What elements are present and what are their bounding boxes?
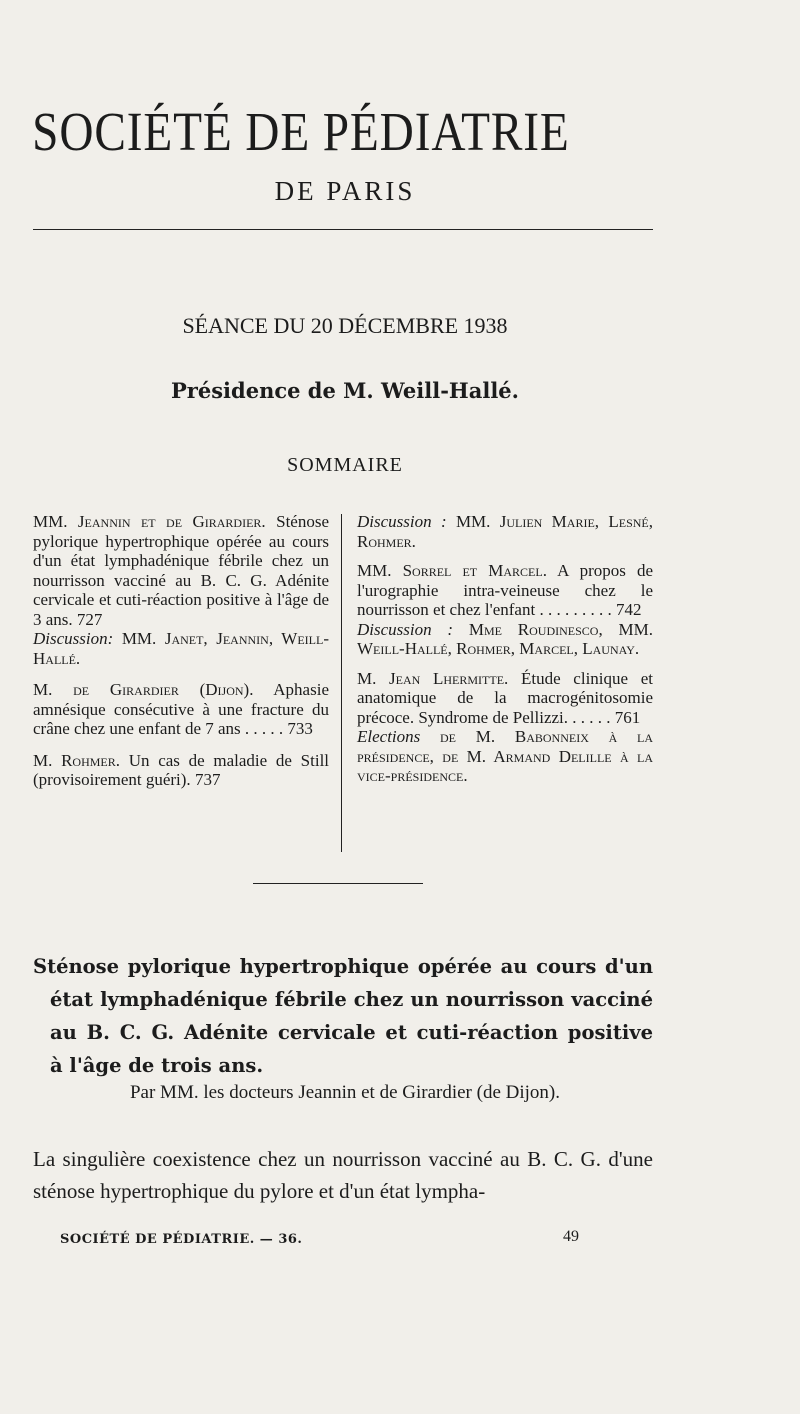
- entry-page: 727: [76, 609, 103, 629]
- discussion-names: Mme Roudinesco, MM. Weill-Hallé, Rohmer, Marcel, Launay.: [357, 619, 653, 658]
- sommaire-entry: [33, 751, 329, 790]
- sommaire-entry: M. de Girardier (Dijon). Aphasie amnésique consécutive à une fracture du crâne chez une enfant de 7 ans . . . . . 733: [33, 680, 329, 738]
- entry-authors: M. Jean Lhermitte.: [357, 668, 509, 688]
- sommaire-entry: [357, 512, 653, 551]
- discussion-names: MM. Janet, Jeannin, Weill-Hallé.: [33, 629, 329, 668]
- article-title-line: à l'âge de trois ans.: [50, 1054, 264, 1077]
- article-title-line: état lymphadénique fébrile chez un nourrisson vacciné: [50, 988, 653, 1011]
- elections-label: Elections: [357, 727, 421, 746]
- entry-text: A propos de l'urographie intra-veineuse chez le nourrisson et chez l'enfant: [357, 561, 653, 619]
- entry-text: Étude clinique et anatomique de la macrogénitosomie précoce. Syndrome de Pellizzi.: [357, 668, 654, 727]
- header-rule: [33, 229, 653, 230]
- discussion-label: Discussion :: [357, 619, 454, 639]
- article-byline: Par MM. les docteurs Jeannin et de Girardier (de Dijon).: [129, 1082, 560, 1103]
- sommaire-entry: [33, 512, 329, 668]
- entry-authors: M. de Girardier (Dijon).: [33, 680, 254, 699]
- elections-text: de M. Babonneix à la présidence, de M. Armand Delille à la vice-présidence.: [357, 727, 654, 785]
- sommaire-heading: SOMMAIRE: [287, 454, 403, 476]
- article-title-line: au B. C. G. Adénite cervicale et cuti-réaction positive: [50, 1021, 653, 1044]
- discussion-label: Discussion:: [33, 629, 114, 648]
- entry-text: Un cas de maladie de Still (provisoirement guéri).: [33, 750, 330, 789]
- sommaire-left-column: [33, 512, 329, 802]
- journal-subtitle: DE PARIS: [274, 176, 416, 206]
- entry-text: Sténose pylorique hypertrophique opérée au cours d'un état lymphadénique fébrile chez un nourrisson vacciné au B. C. G. Adénite cervicale et cuti-réaction positive à l'âge de 3 ans.: [33, 512, 330, 629]
- article-body: La singulière coexistence chez un nourrisson vacciné au B. C. G. d'une sténose hypertrophique du pylore et d'un état lympha-: [33, 1147, 653, 1203]
- article-title: [33, 950, 653, 1082]
- discussion-label: Discussion :: [357, 512, 447, 531]
- session-date: SÉANCE DU 20 DÉCEMBRE 1938: [182, 313, 508, 338]
- footer-page-number: 49: [563, 1228, 579, 1245]
- sommaire-right-column: [357, 512, 653, 786]
- entry-authors: M. Rohmer.: [33, 750, 121, 770]
- entry-authors: MM. Jeannin et de Girardier.: [33, 512, 266, 531]
- sommaire-entry: M. Jean Lhermitte. Étude clinique et anatomique de la macrogénitosomie précoce. Syndrome de Pellizzi. . . . . . 761 Elections de M. Babonneix à la présidence, de M. Armand Delille à la vice-présidence.: [357, 668, 654, 785]
- entry-authors: MM. Sorrel et Marcel.: [357, 561, 547, 580]
- discussion-names: MM. Julien Marie, Lesné, Rohmer.: [357, 512, 653, 551]
- entry-page: 733: [287, 719, 313, 738]
- footer-running-head: SOCIÉTÉ DE PÉDIATRIE. — 36.: [60, 1232, 303, 1247]
- sommaire-entry: MM. Sorrel et Marcel. A propos de l'urographie intra-veineuse chez le nourrisson et chez l'enfant . . . . . . . . . 742 Discussion : Mme Roudinesco, MM. Weill-Hallé, Rohmer, Marcel, Launay.: [357, 561, 653, 658]
- entry-page: 742: [615, 600, 642, 619]
- entry-page: 737: [194, 770, 221, 789]
- article-title-line: Sténose pylorique hypertrophique opérée au cours d'un: [33, 955, 653, 978]
- section-rule: [253, 883, 423, 884]
- journal-title: SOCIÉTÉ DE PÉDIATRIE: [32, 101, 570, 162]
- column-divider: [341, 514, 342, 852]
- session-presidence: Présidence de M. Weill-Hallé.: [171, 378, 519, 403]
- entry-page: 761: [614, 707, 641, 727]
- entry-text: Aphasie amnésique consécutive à une fracture du crâne chez une enfant de 7 ans: [33, 680, 329, 738]
